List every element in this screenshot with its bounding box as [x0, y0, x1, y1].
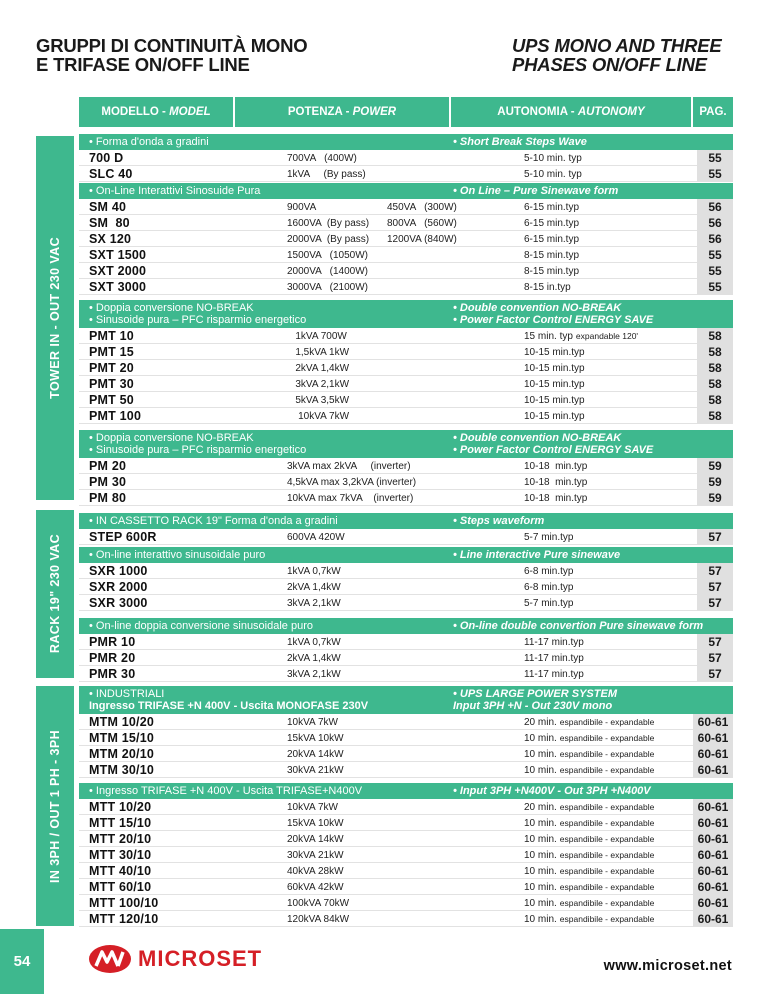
autonomy-time: 10-18 min.typ	[524, 493, 588, 504]
product-section	[79, 513, 733, 545]
table-row	[79, 762, 733, 778]
section-header-english: • Power Factor Control ENERGY SAVE	[453, 314, 654, 326]
section-header	[79, 300, 733, 328]
power-value-secondary: 450VA (300W)	[387, 202, 457, 213]
section-header-italian: • IN CASSETTO RACK 19" Forma d'onda a gradini	[89, 515, 338, 527]
section-header-english: • Power Factor Control ENERGY SAVE	[453, 444, 654, 456]
catalog-page-ref: 58	[697, 392, 733, 408]
power-value: 2000VA (By pass)	[287, 234, 370, 245]
autonomy-time: 10 min.	[524, 733, 557, 744]
model-name: PMT 20	[89, 361, 134, 375]
table-row	[79, 879, 733, 895]
microset-logo-icon	[88, 944, 132, 974]
catalog-page-ref: 60-61	[693, 762, 733, 778]
model-name: MTT 120/10	[89, 912, 159, 926]
section-header-italian: • Sinusoide pura – PFC risparmio energetico	[89, 444, 307, 456]
table-row	[79, 490, 733, 506]
autonomy-value	[524, 850, 654, 861]
autonomy-time: 20 min.	[524, 802, 557, 813]
title-it-line1: GRUPPI DI CONTINUITÀ MONO	[36, 35, 308, 56]
product-section	[79, 618, 733, 682]
catalog-page-ref: 56	[697, 215, 733, 231]
title-en-line2: PHASES ON/OFF LINE	[512, 54, 707, 75]
autonomy-time: 6-8 min.typ	[524, 566, 574, 577]
power-value-secondary: 1200VA (840W)	[387, 234, 457, 245]
power-value: 60kVA 42kW	[287, 882, 344, 893]
autonomy-value	[524, 818, 654, 829]
table-row	[79, 634, 733, 650]
section-header-english: • Input 3PH +N400V - Out 3PH +N400V	[453, 785, 651, 797]
section-header-italian: • On-Line Interattivi Sinosuide Pura	[89, 185, 261, 197]
catalog-page-ref: 57	[697, 563, 733, 579]
table-row	[79, 595, 733, 611]
power-value: 15kVA 10kW	[287, 733, 344, 744]
autonomy-value	[524, 669, 584, 680]
section-header-italian: • On-line doppia conversione sinusoidale puro	[89, 620, 313, 632]
autonomy-time: 10 min.	[524, 749, 557, 760]
model-name: SXR 2000	[89, 580, 148, 594]
catalog-page-ref: 59	[697, 490, 733, 506]
autonomy-note: espandibile - expandable	[559, 914, 655, 924]
section-header	[79, 783, 733, 799]
table-row	[79, 215, 733, 231]
autonomy-time: 6-15 min.typ	[524, 234, 580, 245]
table-row	[79, 579, 733, 595]
header-autonomy: AUTONOMIA - AUTONOMY	[451, 97, 691, 127]
catalog-page-ref: 59	[697, 458, 733, 474]
autonomy-time: 10 min.	[524, 818, 557, 829]
autonomy-note: expandable 120'	[575, 331, 639, 341]
power-value: 1kVA (By pass)	[287, 169, 366, 180]
autonomy-value	[524, 169, 582, 180]
autonomy-value	[524, 266, 579, 277]
autonomy-value	[524, 582, 573, 593]
catalog-page-ref: 55	[697, 166, 733, 182]
table-row	[79, 911, 733, 927]
catalog-page-ref: 60-61	[693, 730, 733, 746]
power-value: 5kVA 3,5kW	[287, 395, 350, 406]
table-row	[79, 360, 733, 376]
product-section	[79, 134, 733, 182]
catalog-page-ref: 60-61	[693, 815, 733, 831]
power-value: 30kVA 21kW	[287, 765, 344, 776]
autonomy-time: 11-17 min.typ	[524, 653, 584, 664]
power-value: 1kVA 700W	[287, 331, 347, 342]
power-value: 4,5kVA max 3,2kVA (inverter)	[287, 477, 417, 488]
table-row	[79, 650, 733, 666]
table-row	[79, 474, 733, 490]
power-value: 10kVA 7kW	[287, 802, 338, 813]
autonomy-note: espandibile - expandable	[559, 802, 655, 812]
autonomy-value	[524, 802, 654, 813]
logo-wordmark: MICROSET	[138, 946, 263, 971]
autonomy-time: 8-15 min.typ	[524, 266, 580, 277]
table-row	[79, 666, 733, 682]
power-value: 2000VA (1400W)	[287, 266, 368, 277]
table-row	[79, 458, 733, 474]
section-header-italian: • Ingresso TRIFASE +N 400V - Uscita TRIFASE+N400V	[89, 785, 363, 797]
table-row	[79, 231, 733, 247]
autonomy-value	[524, 395, 585, 406]
autonomy-time: 10-15 min.typ	[524, 347, 585, 358]
power-value: 1600VA (By pass)	[287, 218, 370, 229]
section-header	[79, 513, 733, 529]
autonomy-value	[524, 598, 573, 609]
model-name: MTT 30/10	[89, 848, 152, 862]
catalog-page-ref: 55	[697, 279, 733, 295]
table-row	[79, 863, 733, 879]
catalog-page-ref: 60-61	[693, 895, 733, 911]
table-row	[79, 328, 733, 344]
table-row	[79, 714, 733, 730]
section-header-italian: • Doppia conversione NO-BREAK	[89, 432, 254, 444]
model-name: SXR 1000	[89, 564, 148, 578]
power-value: 2kVA 1,4kW	[287, 582, 341, 593]
power-value: 100kVA 70kW	[287, 898, 350, 909]
autonomy-time: 20 min.	[524, 717, 557, 728]
model-name: SX 120	[89, 232, 132, 246]
power-value: 1,5kVA 1kW	[287, 347, 350, 358]
autonomy-value	[524, 331, 638, 342]
autonomy-time: 10 min.	[524, 914, 557, 925]
power-value: 3000VA (2100W)	[287, 282, 368, 293]
autonomy-note: espandibile - expandable	[559, 866, 655, 876]
model-name: 700 D	[89, 151, 124, 165]
product-section	[79, 547, 733, 611]
autonomy-time: 8-15 in.typ	[524, 282, 571, 293]
autonomy-note: espandibile - expandable	[559, 882, 655, 892]
product-section	[79, 300, 733, 424]
section-header	[79, 183, 733, 199]
side-label-rack: RACK 19" 230 VAC	[36, 510, 74, 678]
section-header	[79, 618, 733, 634]
table-row	[79, 831, 733, 847]
model-name: PMT 10	[89, 329, 134, 343]
power-value: 10kVA 7kW	[287, 411, 350, 422]
autonomy-value	[524, 202, 579, 213]
catalog-page-ref: 60-61	[693, 847, 733, 863]
model-name: PMT 15	[89, 345, 134, 359]
table-row	[79, 730, 733, 746]
autonomy-value	[524, 153, 582, 164]
header-model: MODELLO - MODEL	[79, 97, 233, 127]
autonomy-time: 5-7 min.typ	[524, 598, 574, 609]
table-row	[79, 746, 733, 762]
model-name: PMT 30	[89, 377, 134, 391]
table-row	[79, 529, 733, 545]
website-url: www.microset.net	[603, 958, 732, 974]
side-label-tower: TOWER IN - OUT 230 VAC	[36, 136, 74, 500]
autonomy-note: espandibile - expandable	[559, 717, 655, 727]
autonomy-time: 10-18 min.typ	[524, 461, 588, 472]
catalog-page-ref: 60-61	[693, 911, 733, 927]
autonomy-note: espandibile - expandable	[559, 765, 655, 775]
autonomy-time: 10 min.	[524, 866, 557, 877]
model-name: MTT 40/10	[89, 864, 152, 878]
catalog-page-ref: 57	[697, 579, 733, 595]
autonomy-value	[524, 749, 654, 760]
power-value: 2kVA 1,4kW	[287, 653, 341, 664]
autonomy-value	[524, 637, 584, 648]
autonomy-value	[524, 653, 584, 664]
autonomy-value	[524, 566, 573, 577]
autonomy-value	[524, 461, 587, 472]
model-name: PM 80	[89, 491, 127, 505]
model-name: SXT 1500	[89, 248, 147, 262]
product-section	[79, 686, 733, 778]
catalog-page-ref: 60-61	[693, 746, 733, 762]
catalog-page-ref: 60-61	[693, 799, 733, 815]
table-row	[79, 279, 733, 295]
model-name: STEP 600R	[89, 530, 157, 544]
section-header-english: • UPS LARGE POWER SYSTEM	[453, 688, 617, 700]
model-name: SM 40	[89, 200, 127, 214]
section-header-english: • Double convention NO-BREAK	[453, 432, 622, 444]
catalog-page-ref: 60-61	[693, 863, 733, 879]
autonomy-note: espandibile - expandable	[559, 850, 655, 860]
table-row	[79, 376, 733, 392]
autonomy-value	[524, 379, 585, 390]
table-row	[79, 799, 733, 815]
model-name: SM 80	[89, 216, 130, 230]
catalog-page-ref: 57	[697, 529, 733, 545]
autonomy-note: espandibile - expandable	[559, 898, 655, 908]
product-section	[79, 783, 733, 927]
autonomy-time: 15 min. typ	[524, 331, 573, 342]
page-title-italian	[36, 36, 307, 74]
title-en-line1: UPS MONO AND THREE	[512, 35, 722, 56]
power-value: 1kVA 0,7kW	[287, 566, 341, 577]
autonomy-value	[524, 218, 579, 229]
section-header-italian: • Sinusoide pura – PFC risparmio energetico	[89, 314, 307, 326]
section-header	[79, 547, 733, 563]
section-header-english: Input 3PH +N - Out 230V mono	[453, 700, 613, 712]
table-row	[79, 166, 733, 182]
autonomy-note: espandibile - expandable	[559, 818, 655, 828]
power-value: 2kVA 1,4kW	[287, 363, 350, 374]
autonomy-value	[524, 532, 573, 543]
catalog-page-ref: 56	[697, 199, 733, 215]
section-header-english: • Steps waveform	[453, 515, 545, 527]
section-header-italian: Ingresso TRIFASE +N 400V - Uscita MONOFASE 230V	[89, 700, 369, 712]
power-value-secondary: 800VA (560W)	[387, 218, 457, 229]
catalog-page-ref: 58	[697, 408, 733, 424]
autonomy-time: 5-7 min.typ	[524, 532, 574, 543]
model-name: MTT 60/10	[89, 880, 152, 894]
catalog-page-ref: 55	[697, 263, 733, 279]
catalog-page-ref: 57	[697, 650, 733, 666]
model-name: PMR 20	[89, 651, 136, 665]
power-value: 15kVA 10kW	[287, 818, 344, 829]
table-row	[79, 150, 733, 166]
power-value: 3kVA max 2kVA (inverter)	[287, 461, 411, 472]
section-header-italian: • Doppia conversione NO-BREAK	[89, 302, 254, 314]
autonomy-time: 8-15 min.typ	[524, 250, 580, 261]
autonomy-value	[524, 363, 585, 374]
autonomy-value	[524, 477, 587, 488]
model-name: PMR 30	[89, 667, 136, 681]
autonomy-value	[524, 250, 579, 261]
autonomy-time: 10 min.	[524, 834, 557, 845]
product-section	[79, 430, 733, 506]
autonomy-note: espandibile - expandable	[559, 733, 655, 743]
table-row	[79, 247, 733, 263]
autonomy-value	[524, 733, 654, 744]
model-name: SXT 2000	[89, 264, 147, 278]
section-header-italian: • Forma d'onda a gradini	[89, 136, 209, 148]
microset-logo	[88, 944, 262, 974]
table-row	[79, 847, 733, 863]
section-header-english: • Short Break Steps Wave	[453, 136, 587, 148]
table-row	[79, 408, 733, 424]
section-header	[79, 134, 733, 150]
autonomy-time: 5-10 min. typ	[524, 153, 582, 164]
page-number: 54	[0, 929, 44, 994]
autonomy-time: 10 min.	[524, 882, 557, 893]
section-header-english: • On-line double convertion Pure sinewave form	[453, 620, 704, 632]
power-value: 1500VA (1050W)	[287, 250, 368, 261]
autonomy-time: 10 min.	[524, 765, 557, 776]
autonomy-value	[524, 914, 654, 925]
table-row	[79, 895, 733, 911]
page-title-english	[512, 36, 722, 74]
power-value: 20kVA 14kW	[287, 749, 344, 760]
model-name: MTM 15/10	[89, 731, 155, 745]
section-header-english: • On Line – Pure Sinewave form	[453, 185, 619, 197]
model-name: PMT 100	[89, 409, 142, 423]
model-name: MTT 15/10	[89, 816, 152, 830]
autonomy-value	[524, 717, 654, 728]
catalog-page-ref: 60-61	[693, 879, 733, 895]
autonomy-time: 11-17 min.typ	[524, 669, 584, 680]
model-name: PMT 50	[89, 393, 134, 407]
autonomy-value	[524, 234, 579, 245]
autonomy-note: espandibile - expandable	[559, 834, 655, 844]
catalog-page-ref: 58	[697, 344, 733, 360]
section-header	[79, 686, 733, 714]
autonomy-time: 10-18 min.typ	[524, 477, 588, 488]
section-header-english: • Double convention NO-BREAK	[453, 302, 622, 314]
autonomy-time: 10-15 min.typ	[524, 395, 585, 406]
power-value: 600VA 420W	[287, 532, 345, 543]
power-value: 700VA (400W)	[287, 153, 357, 164]
section-header	[79, 430, 733, 458]
model-name: SLC 40	[89, 167, 133, 181]
section-header-italian: • On-line interattivo sinusoidale puro	[89, 549, 266, 561]
autonomy-value	[524, 765, 654, 776]
autonomy-value	[524, 347, 585, 358]
power-value: 10kVA max 7kVA (inverter)	[287, 493, 414, 504]
autonomy-value	[524, 898, 654, 909]
table-row	[79, 344, 733, 360]
catalog-page-ref: 60-61	[693, 831, 733, 847]
catalog-page-ref: 59	[697, 474, 733, 490]
catalog-page-ref: 56	[697, 231, 733, 247]
model-name: SXT 3000	[89, 280, 147, 294]
model-name: PM 30	[89, 475, 127, 489]
header-power: POTENZA - POWER	[235, 97, 449, 127]
autonomy-time: 6-8 min.typ	[524, 582, 574, 593]
model-name: PM 20	[89, 459, 127, 473]
autonomy-value	[524, 493, 587, 504]
section-header-english: • Line interactive Pure sinewave	[453, 549, 621, 561]
catalog-page-ref: 60-61	[693, 714, 733, 730]
autonomy-value	[524, 882, 654, 893]
model-name: MTT 10/20	[89, 800, 152, 814]
product-section	[79, 183, 733, 295]
table-row	[79, 263, 733, 279]
catalog-page-ref: 57	[697, 666, 733, 682]
autonomy-time: 11-17 min.typ	[524, 637, 584, 648]
power-value: 3kVA 2,1kW	[287, 669, 341, 680]
model-name: PMR 10	[89, 635, 136, 649]
model-name: SXR 3000	[89, 596, 148, 610]
model-name: MTM 10/20	[89, 715, 155, 729]
autonomy-time: 6-15 min.typ	[524, 202, 580, 213]
side-label-industrial: IN 3PH / OUT 1 PH - 3PH	[36, 686, 74, 926]
model-name: MTM 30/10	[89, 763, 155, 777]
autonomy-time: 6-15 min.typ	[524, 218, 580, 229]
section-header-italian: • INDUSTRIALI	[89, 688, 165, 700]
model-name: MTT 100/10	[89, 896, 159, 910]
model-name: MTT 20/10	[89, 832, 152, 846]
autonomy-value	[524, 282, 571, 293]
autonomy-value	[524, 411, 585, 422]
title-it-line2: E TRIFASE ON/OFF LINE	[36, 54, 250, 75]
catalog-page-ref: 58	[697, 376, 733, 392]
power-value: 10kVA 7kW	[287, 717, 338, 728]
catalog-page-ref: 55	[697, 150, 733, 166]
catalog-page-ref: 58	[697, 360, 733, 376]
power-value: 3kVA 2,1kW	[287, 598, 341, 609]
autonomy-time: 10-15 min.typ	[524, 411, 585, 422]
catalog-page-ref: 57	[697, 634, 733, 650]
catalog-page-ref: 57	[697, 595, 733, 611]
autonomy-note: espandibile - expandable	[559, 749, 655, 759]
model-name: MTM 20/10	[89, 747, 155, 761]
autonomy-time: 10 min.	[524, 850, 557, 861]
power-value: 120kVA 84kW	[287, 914, 350, 925]
table-row	[79, 392, 733, 408]
table-row	[79, 199, 733, 215]
autonomy-time: 10-15 min.typ	[524, 363, 585, 374]
table-row	[79, 563, 733, 579]
power-value: 20kVA 14kW	[287, 834, 344, 845]
autonomy-time: 5-10 min. typ	[524, 169, 582, 180]
catalog-page-ref: 58	[697, 328, 733, 344]
autonomy-time: 10 min.	[524, 898, 557, 909]
autonomy-value	[524, 866, 654, 877]
power-value: 30kVA 21kW	[287, 850, 344, 861]
power-value: 900VA	[287, 202, 317, 213]
autonomy-time: 10-15 min.typ	[524, 379, 585, 390]
power-value: 40kVA 28kW	[287, 866, 344, 877]
autonomy-value	[524, 834, 654, 845]
table-row	[79, 815, 733, 831]
power-value: 1kVA 0,7kW	[287, 637, 341, 648]
header-page: PAG.	[693, 97, 733, 127]
catalog-page-ref: 55	[697, 247, 733, 263]
table-header	[79, 97, 733, 127]
power-value: 3kVA 2,1kW	[287, 379, 350, 390]
